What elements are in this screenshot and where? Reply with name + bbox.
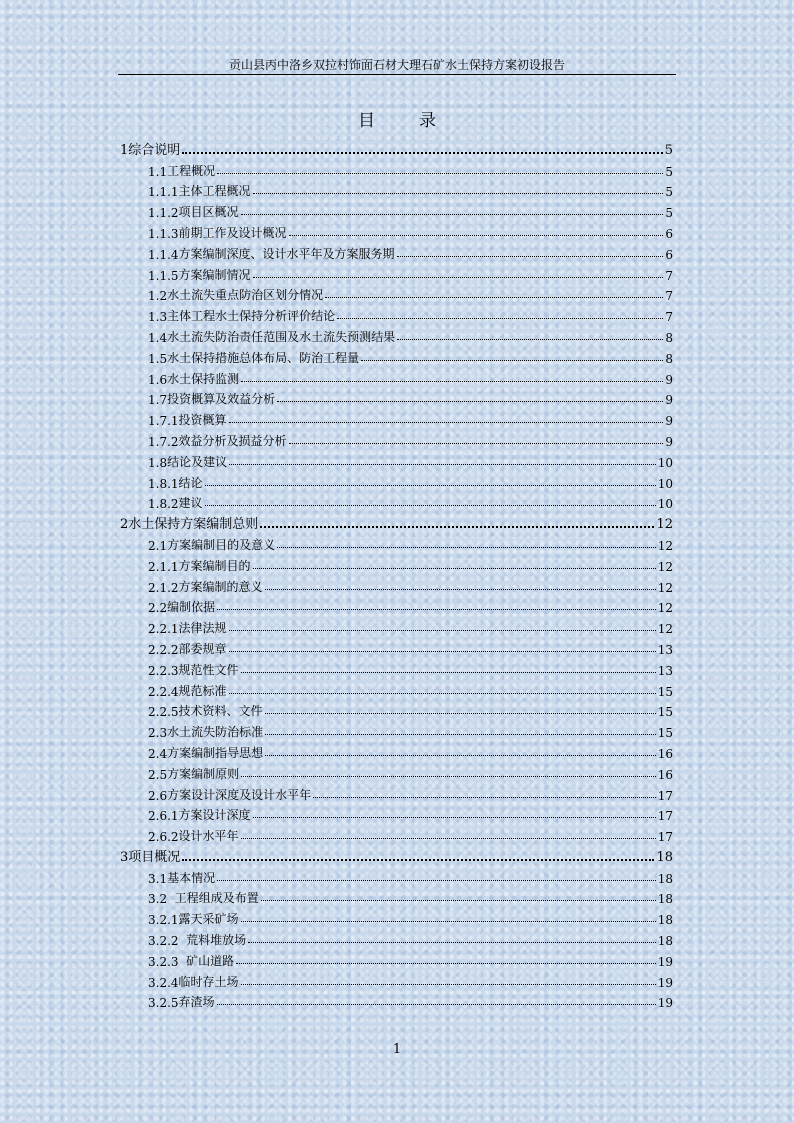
toc-entry-page: 17 <box>657 788 673 803</box>
toc-entry[interactable] <box>120 719 673 740</box>
toc-entry-page: 15 <box>657 684 673 699</box>
dot-leader <box>236 962 656 964</box>
toc-entry-title: 水土流失防治标准 <box>167 725 264 740</box>
toc-entry[interactable] <box>120 844 673 865</box>
toc-entry-title: 水土保持方案编制总则 <box>128 517 259 533</box>
toc-entry-page: 7 <box>665 310 673 325</box>
toc-entry-title: 方案设计深度 <box>178 808 251 823</box>
dot-leader <box>241 775 656 777</box>
toc-entry-number: 1.2 <box>148 289 168 304</box>
toc-entry-page: 12 <box>657 580 673 595</box>
toc-entry-number: 2.2.4 <box>148 684 179 699</box>
toc-entry-page: 17 <box>657 830 673 845</box>
toc-entry-page: 13 <box>657 663 673 678</box>
toc-entry-number: 1.8 <box>148 455 168 470</box>
toc-entry[interactable] <box>120 158 673 179</box>
toc-entry-title: 方案编制目的及意义 <box>167 537 276 552</box>
toc-entry-page: 8 <box>665 351 673 366</box>
dot-leader <box>277 400 663 402</box>
toc-entry-number: 2.1.1 <box>148 559 179 574</box>
toc-entry-page: 15 <box>657 726 673 741</box>
toc-entry-page: 18 <box>657 934 673 949</box>
toc-entry-number: 3.1 <box>148 871 168 886</box>
toc-entry-title: 结论及建议 <box>167 454 228 469</box>
dot-leader <box>265 733 656 735</box>
dot-leader <box>241 213 664 215</box>
toc-entry-page: 6 <box>665 247 673 262</box>
toc-entry-title: 方案编制指导思想 <box>167 745 264 760</box>
toc-entry[interactable] <box>120 262 673 283</box>
toc-entry-number: 1.8.2 <box>148 497 179 512</box>
toc-entry-title: 方案编制情况 <box>178 267 251 282</box>
toc-entry-title: 方案编制深度、设计水平年及方案服务期 <box>178 246 395 261</box>
toc-entry[interactable] <box>120 470 673 491</box>
toc-entry-page: 5 <box>665 206 673 221</box>
toc-entry-page: 16 <box>657 767 673 782</box>
toc-entry[interactable] <box>120 927 673 948</box>
dot-leader <box>260 525 654 528</box>
toc-entry-page: 12 <box>657 538 673 553</box>
toc-entry-number: 1.1.5 <box>148 268 179 283</box>
toc-entry-number: 2.5 <box>148 767 168 782</box>
dot-leader <box>229 463 656 465</box>
dot-leader <box>265 712 656 714</box>
toc-entry-number: 2.6 <box>148 788 168 803</box>
toc-entry-page: 12 <box>657 601 673 616</box>
toc-entry-number: 3.2.5 <box>148 996 179 1011</box>
toc-entry-number: 1.5 <box>148 351 168 366</box>
toc-entry-title: 荒料堆放场 <box>178 933 247 948</box>
toc-entry-number: 2.1.2 <box>148 580 179 595</box>
toc-entry-page: 10 <box>657 497 673 512</box>
toc-entry[interactable] <box>120 491 673 512</box>
toc-entry-title: 建议 <box>178 496 203 511</box>
dot-leader <box>277 546 656 548</box>
toc-title: 目录 <box>358 111 480 131</box>
toc-entry-title: 工程概况 <box>167 163 216 178</box>
dot-leader <box>241 671 656 673</box>
toc-entry-page: 8 <box>665 330 673 345</box>
toc-entry-number: 1.3 <box>148 310 168 325</box>
toc-entry-title: 主体工程概况 <box>178 184 251 199</box>
toc-entry-page: 13 <box>657 642 673 657</box>
toc-entry-number: 3.2.2 <box>148 934 179 949</box>
toc-entry-page: 5 <box>664 142 673 158</box>
toc-entry-page: 10 <box>657 455 673 470</box>
toc-entry-title: 效益分析及损益分析 <box>178 433 287 448</box>
dot-leader <box>182 151 662 154</box>
toc-entry-number: 1.4 <box>148 330 168 345</box>
toc-entry-page: 12 <box>656 517 673 533</box>
toc-entry-title: 设计水平年 <box>178 829 239 844</box>
toc-entry[interactable] <box>120 699 673 720</box>
toc-entry-page: 9 <box>665 414 673 429</box>
toc-entry-page: 5 <box>665 164 673 179</box>
dot-leader <box>205 484 656 486</box>
toc-entry-title: 矿山道路 <box>178 953 235 968</box>
dot-leader <box>248 941 656 943</box>
toc-entry[interactable] <box>120 387 673 408</box>
toc-entry-page: 19 <box>657 954 673 969</box>
dot-leader <box>229 650 656 652</box>
toc-entry-title: 规范标准 <box>178 683 227 698</box>
dot-leader <box>241 837 656 839</box>
dot-leader <box>217 608 656 610</box>
dot-leader <box>265 754 656 756</box>
toc-entry-number: 3.2.4 <box>148 975 179 990</box>
toc-entry-page: 5 <box>665 185 673 200</box>
toc-entry-title: 方案编制目的 <box>178 558 251 573</box>
toc-entry[interactable] <box>120 615 673 636</box>
toc-entry-number: 2.2.1 <box>148 622 179 637</box>
dot-leader <box>253 192 664 194</box>
toc-entry-title: 规范性文件 <box>178 662 239 677</box>
toc-entry[interactable] <box>120 199 673 220</box>
toc-entry-number: 2.4 <box>148 746 168 761</box>
dot-leader <box>261 899 656 901</box>
table-of-contents <box>120 137 673 1010</box>
toc-entry-number: 1.1 <box>148 164 168 179</box>
toc-entry-title: 水土保持措施总体布局、防治工程量 <box>167 350 360 365</box>
dot-leader <box>253 816 656 818</box>
dot-leader <box>217 172 663 174</box>
toc-entry-title: 临时存土场 <box>178 974 239 989</box>
toc-entry[interactable] <box>120 865 673 886</box>
toc-entry-number: 3.2.3 <box>148 954 179 969</box>
toc-entry-title: 基本情况 <box>167 870 216 885</box>
toc-entry-page: 16 <box>657 746 673 761</box>
toc-entry-title: 结论 <box>178 475 203 490</box>
toc-entry-number: 1.1.3 <box>148 226 179 241</box>
toc-entry-title: 前期工作及设计概况 <box>178 225 287 240</box>
toc-entry-page: 6 <box>665 226 673 241</box>
toc-entry-page: 18 <box>657 871 673 886</box>
dot-leader <box>325 296 663 298</box>
toc-entry[interactable] <box>120 990 673 1011</box>
toc-entry-title: 技术资料、文件 <box>178 704 263 719</box>
dot-leader <box>337 317 663 319</box>
toc-entry[interactable] <box>120 345 673 366</box>
dot-leader <box>289 442 664 444</box>
toc-entry[interactable] <box>120 324 673 345</box>
toc-entry-number: 1.7.2 <box>148 434 179 449</box>
toc-entry-title: 法律法规 <box>178 621 227 636</box>
toc-entry[interactable] <box>120 574 673 595</box>
toc-entry-number: 2.2.5 <box>148 705 179 720</box>
toc-entry-number: 2.6.1 <box>148 809 179 824</box>
dot-leader <box>361 359 663 361</box>
toc-entry[interactable] <box>120 948 673 969</box>
toc-entry[interactable] <box>120 283 673 304</box>
toc-entry-page: 10 <box>657 476 673 491</box>
toc-entry-page: 12 <box>657 622 673 637</box>
toc-entry-title: 项目区概况 <box>178 205 239 220</box>
toc-entry[interactable] <box>120 657 673 678</box>
toc-entry-title: 综合说明 <box>128 142 181 158</box>
toc-entry[interactable] <box>120 553 673 574</box>
dot-leader <box>289 234 664 236</box>
toc-entry[interactable] <box>120 906 673 927</box>
dot-leader <box>229 421 664 423</box>
toc-entry-page: 9 <box>665 372 673 387</box>
toc-entry-title: 露天采矿场 <box>178 912 239 927</box>
dot-leader <box>241 380 663 382</box>
toc-entry[interactable] <box>120 782 673 803</box>
toc-entry-title: 方案设计深度及设计水平年 <box>167 787 312 802</box>
dot-leader <box>229 629 656 631</box>
toc-entry-title: 编制依据 <box>167 600 216 615</box>
toc-entry-number: 2.6.2 <box>148 830 179 845</box>
dot-leader <box>397 338 663 340</box>
toc-entry[interactable] <box>120 303 673 324</box>
toc-entry[interactable] <box>120 636 673 657</box>
toc-entry-number: 1.7 <box>148 393 168 408</box>
toc-entry[interactable] <box>120 532 673 553</box>
toc-entry-number: 2.2.2 <box>148 642 179 657</box>
dot-leader <box>205 504 656 506</box>
toc-entry-title: 方案编制原则 <box>167 766 240 781</box>
toc-entry-number: 1.1.1 <box>148 185 179 200</box>
toc-entry-page: 18 <box>657 913 673 928</box>
toc-entry[interactable] <box>120 366 673 387</box>
toc-entry-number: 1.6 <box>148 372 168 387</box>
toc-entry-number: 1.7.1 <box>148 414 179 429</box>
toc-entry[interactable] <box>120 220 673 241</box>
toc-entry-title: 水土保持监测 <box>167 371 240 386</box>
toc-entry-page: 19 <box>657 975 673 990</box>
toc-entry[interactable] <box>120 969 673 990</box>
toc-entry-page: 12 <box>657 559 673 574</box>
dot-leader <box>182 858 654 861</box>
toc-entry[interactable] <box>120 740 673 761</box>
toc-entry-page: 15 <box>657 705 673 720</box>
toc-entry[interactable] <box>120 241 673 262</box>
toc-entry[interactable] <box>120 886 673 907</box>
dot-leader <box>229 692 656 694</box>
toc-entry[interactable] <box>120 407 673 428</box>
toc-entry-title: 主体工程水土保持分析评价结论 <box>167 309 336 324</box>
dot-leader <box>313 796 656 798</box>
toc-entry[interactable] <box>120 137 673 158</box>
toc-entry-title: 水土流失重点防治区划分情况 <box>167 288 324 303</box>
dot-leader <box>253 276 664 278</box>
toc-entry-number: 1.1.2 <box>148 206 179 221</box>
toc-entry-title: 弃渣场 <box>178 995 215 1010</box>
toc-entry-page: 18 <box>656 849 673 865</box>
toc-entry[interactable] <box>120 761 673 782</box>
toc-entry-page: 7 <box>665 268 673 283</box>
dot-leader <box>241 920 656 922</box>
toc-entry[interactable] <box>120 678 673 699</box>
toc-entry-page: 7 <box>665 289 673 304</box>
toc-entry-number: 1.1.4 <box>148 247 179 262</box>
toc-entry-title: 方案编制的意义 <box>178 579 263 594</box>
toc-entry-number: 2.3 <box>148 726 168 741</box>
toc-entry-page: 9 <box>665 393 673 408</box>
toc-entry[interactable] <box>120 428 673 449</box>
toc-entry-number: 3.2.1 <box>148 913 179 928</box>
toc-entry-page: 9 <box>665 434 673 449</box>
running-header: 贡山县丙中洛乡双拉村饰面石材大理石矿水土保持方案初设报告 <box>118 56 676 75</box>
toc-entry-page: 18 <box>657 892 673 907</box>
toc-entry-number: 1.8.1 <box>148 476 179 491</box>
toc-entry-number: 3.2 <box>148 892 168 907</box>
toc-entry-number: 1 <box>120 142 129 158</box>
toc-entry[interactable] <box>120 511 673 532</box>
toc-entry[interactable] <box>120 595 673 616</box>
toc-entry[interactable] <box>120 179 673 200</box>
toc-entry-number: 2.2.3 <box>148 663 179 678</box>
toc-entry-title: 水土流失防治责任范围及水土流失预测结果 <box>167 329 396 344</box>
dot-leader <box>265 588 656 590</box>
toc-entry-title: 项目概况 <box>128 849 181 865</box>
toc-entry-page: 17 <box>657 809 673 824</box>
dot-leader <box>241 983 656 985</box>
toc-entry-title: 工程组成及布置 <box>167 891 259 906</box>
toc-entry[interactable] <box>120 449 673 470</box>
toc-entry[interactable] <box>120 823 673 844</box>
page-number: 1 <box>392 1042 402 1057</box>
toc-entry[interactable] <box>120 803 673 824</box>
toc-entry-title: 部委规章 <box>178 641 227 656</box>
toc-entry-number: 2 <box>120 517 129 533</box>
dot-leader <box>253 567 656 569</box>
toc-entry-number: 2.1 <box>148 538 168 553</box>
dot-leader <box>217 1003 656 1005</box>
toc-entry-number: 2.2 <box>148 601 168 616</box>
dot-leader <box>217 879 656 881</box>
dot-leader <box>397 255 664 257</box>
toc-entry-title: 投资概算及效益分析 <box>167 392 276 407</box>
toc-entry-number: 3 <box>120 849 129 865</box>
toc-entry-page: 19 <box>657 996 673 1011</box>
toc-entry-title: 投资概算 <box>178 413 227 428</box>
